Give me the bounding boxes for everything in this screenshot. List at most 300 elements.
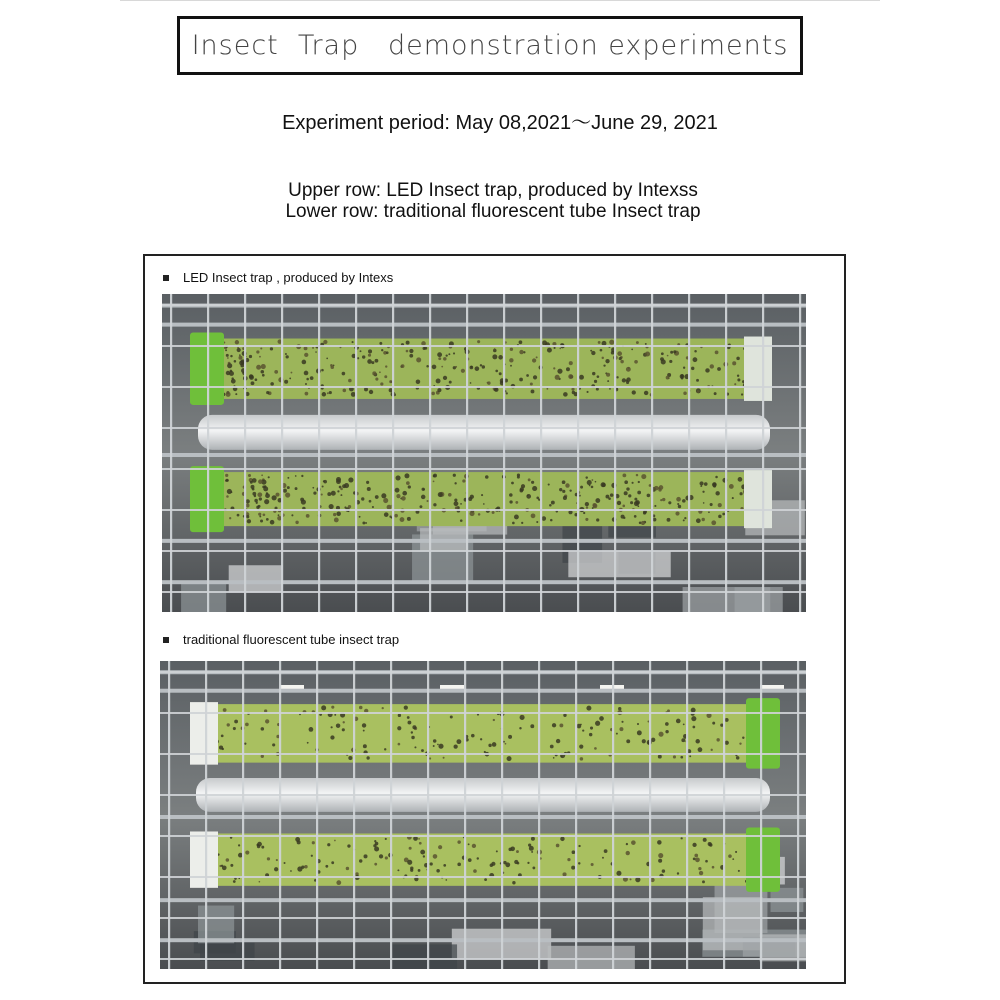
trapped-insect xyxy=(361,497,364,500)
trapped-insect xyxy=(519,350,523,354)
trapped-insect xyxy=(334,714,336,716)
trapped-insect xyxy=(446,354,448,356)
trapped-insect xyxy=(714,392,717,395)
trapped-insect xyxy=(628,494,631,497)
trapped-insect xyxy=(572,391,575,394)
trapped-insect xyxy=(256,844,259,847)
trapped-insect xyxy=(742,737,744,739)
trapped-insect xyxy=(221,865,223,867)
trapped-insect xyxy=(715,476,718,479)
trapped-insect xyxy=(592,372,595,375)
trapped-insect xyxy=(297,840,301,844)
trapped-insect xyxy=(483,503,485,505)
trapped-insect xyxy=(307,742,309,744)
trapped-insect xyxy=(678,505,681,508)
trapped-insect xyxy=(331,861,334,864)
trapped-insect xyxy=(586,391,588,393)
trapped-insect xyxy=(631,349,633,351)
trapped-insect xyxy=(450,715,453,718)
trapped-insect xyxy=(284,380,288,384)
trapped-insect xyxy=(691,716,696,721)
trapped-insect xyxy=(609,340,614,345)
trapped-insect xyxy=(286,355,289,358)
trapped-insect xyxy=(555,375,560,380)
trapped-insect xyxy=(661,352,664,355)
trapped-insect xyxy=(340,494,342,496)
trapped-insect xyxy=(603,364,605,366)
trapped-insect xyxy=(567,858,570,861)
cage-wire xyxy=(614,294,616,612)
trapped-insect xyxy=(702,518,705,521)
trapped-insect xyxy=(227,489,232,494)
trapped-insect xyxy=(527,862,529,864)
trapped-insect xyxy=(658,859,662,863)
trapped-insect xyxy=(387,505,392,510)
trapped-insect xyxy=(234,720,238,724)
trapped-insect xyxy=(681,837,683,839)
cage-wire xyxy=(390,661,392,969)
trapped-insect xyxy=(337,490,339,492)
trapped-insect xyxy=(433,474,437,478)
trapped-insect xyxy=(411,731,413,733)
trapped-insect xyxy=(438,492,443,497)
trapped-insect xyxy=(291,372,293,374)
trapped-insect xyxy=(675,511,679,515)
trapped-insect xyxy=(589,733,592,736)
cage-rail xyxy=(160,815,806,819)
trapped-insect xyxy=(291,514,293,516)
trapped-insect xyxy=(426,365,429,368)
trapped-insect xyxy=(560,837,564,841)
trapped-insect xyxy=(374,863,377,866)
trapped-insect xyxy=(407,721,411,725)
trapped-insect xyxy=(496,850,498,852)
trapped-insect xyxy=(266,391,269,394)
cage-wire xyxy=(205,661,207,969)
trapped-insect xyxy=(738,477,743,482)
cage-wire xyxy=(577,294,579,612)
trapped-insect xyxy=(362,522,365,525)
trapped-insect xyxy=(244,743,246,745)
trapped-insect xyxy=(321,369,324,372)
trapped-insect xyxy=(572,850,576,854)
glue-board xyxy=(202,339,766,399)
trapped-insect xyxy=(321,705,326,710)
trapped-insect xyxy=(683,392,687,396)
trapped-insect xyxy=(616,871,621,876)
trapped-insect xyxy=(488,744,491,747)
trapped-insect xyxy=(374,846,379,851)
trapped-insect xyxy=(456,739,461,744)
trapped-insect xyxy=(617,501,621,505)
trapped-insect xyxy=(226,495,229,498)
fluorescent-trap-photo xyxy=(160,661,806,969)
trapped-insect xyxy=(637,723,639,725)
trapped-insect xyxy=(412,725,416,729)
trapped-insect xyxy=(590,350,592,352)
trapped-insect xyxy=(691,367,694,370)
trapped-insect xyxy=(715,350,719,354)
trapped-insect xyxy=(644,391,648,395)
fluorescent-trap-caption xyxy=(163,632,399,647)
trapped-insect xyxy=(402,491,407,496)
trapped-insect xyxy=(698,747,703,752)
cage-wire xyxy=(762,294,764,612)
trapped-insect xyxy=(602,857,604,859)
trapped-insect xyxy=(407,860,412,865)
trapped-insect xyxy=(665,730,668,733)
cage-wire xyxy=(651,294,653,612)
trapped-insect xyxy=(556,739,560,743)
trapped-insect xyxy=(703,502,705,504)
trapped-insect xyxy=(468,858,472,862)
trapped-insect xyxy=(606,373,610,377)
trapped-insect xyxy=(550,519,553,522)
trapped-insect xyxy=(331,491,336,496)
trapped-insect xyxy=(712,722,715,725)
trapped-insect xyxy=(722,513,725,516)
background-object xyxy=(392,944,457,969)
cage-wire xyxy=(279,661,281,969)
trapped-insect xyxy=(367,359,372,364)
trapped-insect xyxy=(430,862,433,865)
cage-wire xyxy=(162,591,806,593)
trapped-insect xyxy=(583,512,585,514)
trapped-insect xyxy=(222,748,224,750)
trapped-insect xyxy=(681,377,684,380)
trapped-insect xyxy=(359,859,362,862)
trapped-insect xyxy=(596,388,599,391)
trapped-insect xyxy=(260,347,262,349)
cage-wire xyxy=(160,958,806,960)
trapped-insect xyxy=(396,494,400,498)
trapped-insect xyxy=(621,721,623,723)
trapped-insect xyxy=(526,494,531,499)
trapped-insect xyxy=(705,860,708,863)
trapped-insect xyxy=(339,486,342,489)
trapped-insect xyxy=(237,514,240,517)
trapped-insect xyxy=(421,749,424,752)
trapped-insect xyxy=(252,488,255,491)
trapped-insect xyxy=(595,498,600,503)
trapped-insect xyxy=(626,739,630,743)
trapped-insect xyxy=(258,505,261,508)
cage-wire xyxy=(427,661,429,969)
trapped-insect xyxy=(343,721,345,723)
trapped-insect xyxy=(634,515,637,518)
trapped-insect xyxy=(702,880,705,883)
trapped-insect xyxy=(346,867,349,870)
trapped-insect xyxy=(519,340,523,344)
cage-wire xyxy=(160,712,806,714)
trapped-insect xyxy=(480,364,482,366)
trapped-insect xyxy=(553,367,555,369)
trapped-insect xyxy=(470,382,472,384)
trapped-insect xyxy=(622,378,626,382)
trapped-insect xyxy=(507,756,512,761)
trapped-insect xyxy=(270,520,275,525)
trapped-insect xyxy=(287,477,289,479)
trapped-insect xyxy=(739,742,741,744)
trapped-insect xyxy=(470,495,474,499)
experiment-period: Experiment period: May 08,2021〜June 29, 2021 xyxy=(282,112,718,134)
trapped-insect xyxy=(351,392,356,397)
trapped-insect xyxy=(718,515,722,519)
trapped-insect xyxy=(478,513,481,516)
trapped-insect xyxy=(658,755,662,759)
trapped-insect xyxy=(454,482,456,484)
trapped-insect xyxy=(577,724,582,729)
trapped-insect xyxy=(261,727,265,731)
trapped-insect xyxy=(360,350,362,352)
trapped-insect xyxy=(306,514,310,518)
trapped-insect xyxy=(369,390,373,394)
trapped-insect xyxy=(304,865,307,868)
trapped-insect xyxy=(256,502,258,504)
trapped-insect xyxy=(379,342,382,345)
trapped-insect xyxy=(380,382,383,385)
trapped-insect xyxy=(582,729,584,731)
trapped-insect xyxy=(429,757,431,759)
trapped-insect xyxy=(369,500,372,503)
trapped-insect xyxy=(295,475,297,477)
trapped-insect xyxy=(579,375,584,380)
trapped-insect xyxy=(385,838,387,840)
trapped-insect xyxy=(254,499,258,503)
trapped-insect xyxy=(227,723,230,726)
trapped-insect xyxy=(716,738,719,741)
trapped-insect xyxy=(499,372,502,375)
trapped-insect xyxy=(571,866,575,870)
trapped-insect xyxy=(276,859,278,861)
trapped-insect xyxy=(226,354,229,357)
trapped-insect xyxy=(235,340,239,344)
trapped-insect xyxy=(249,374,253,378)
cage-rail xyxy=(160,938,806,942)
trapped-insect xyxy=(619,727,623,731)
trapped-insect xyxy=(517,476,520,479)
trapped-insect xyxy=(441,366,443,368)
trapped-insect xyxy=(416,357,421,362)
trapped-insect xyxy=(342,372,346,376)
trapped-insect xyxy=(310,376,314,380)
trapped-insect xyxy=(512,522,515,525)
trapped-insect xyxy=(409,349,413,353)
trapped-insect xyxy=(509,358,513,362)
trapped-insect xyxy=(315,351,317,353)
trapped-insect xyxy=(223,708,227,712)
trapped-insect xyxy=(443,864,446,867)
trapped-insect xyxy=(595,721,600,726)
trapped-insect xyxy=(498,355,503,360)
trapped-insect xyxy=(616,376,618,378)
trapped-insect xyxy=(252,478,257,483)
trapped-insect xyxy=(406,341,410,345)
trapped-insect xyxy=(348,756,352,760)
trapped-insect xyxy=(683,367,685,369)
light-tube xyxy=(198,415,770,450)
trapped-insect xyxy=(662,498,665,501)
trapped-insect xyxy=(586,706,591,711)
cage-wire xyxy=(162,386,806,388)
trapped-insect xyxy=(689,755,691,757)
trapped-insect xyxy=(266,518,269,521)
trapped-insect xyxy=(433,503,436,506)
trapped-insect xyxy=(622,505,625,508)
cage-wire xyxy=(318,294,320,612)
trapped-insect xyxy=(375,842,379,846)
trapped-insect xyxy=(460,503,462,505)
trapped-insect xyxy=(682,499,686,503)
trapped-insect xyxy=(290,870,292,872)
trapped-insect xyxy=(258,479,263,484)
trapped-insect xyxy=(536,521,538,523)
trapped-insect xyxy=(530,724,534,728)
upper-row-description: Upper row: LED Insect trap, produced by Intexss xyxy=(288,180,698,201)
trapped-insect xyxy=(333,513,336,516)
trapped-insect xyxy=(411,736,414,739)
trapped-insect xyxy=(484,878,487,881)
trapped-insect xyxy=(455,366,457,368)
trapped-insect xyxy=(259,356,261,358)
trapped-insect xyxy=(383,498,388,503)
trapped-insect xyxy=(443,376,447,380)
trapped-insect xyxy=(696,379,699,382)
cage-wire xyxy=(162,468,806,470)
trapped-insect xyxy=(533,375,537,379)
trapped-insect xyxy=(636,474,638,476)
cage-rail xyxy=(162,580,806,584)
trapped-insect xyxy=(536,356,538,358)
trapped-insect xyxy=(532,867,535,870)
trapped-insect xyxy=(344,506,346,508)
cage-wire xyxy=(160,876,806,878)
trapped-insect xyxy=(694,350,697,353)
trapped-insect xyxy=(710,364,714,368)
cage-wire xyxy=(501,661,503,969)
trapped-insect xyxy=(238,844,240,846)
trapped-insect xyxy=(359,706,363,710)
trapped-insect xyxy=(658,487,660,489)
trapped-insect xyxy=(438,357,441,360)
trapped-insect xyxy=(235,393,237,395)
background-object xyxy=(683,587,783,612)
trapped-insect xyxy=(598,341,601,344)
trapped-insect xyxy=(669,360,672,363)
trapped-insect xyxy=(711,749,713,751)
trapped-insect xyxy=(313,491,316,494)
end-cap xyxy=(746,827,780,891)
trapped-insect xyxy=(384,375,387,378)
trapped-insect xyxy=(725,718,729,722)
trapped-insect xyxy=(510,348,513,351)
trapped-insect xyxy=(631,840,636,845)
trapped-insect xyxy=(246,515,249,518)
end-bracket xyxy=(190,831,218,887)
trapped-insect xyxy=(658,853,663,858)
trapped-insect xyxy=(259,515,261,517)
trapped-insect xyxy=(400,517,405,522)
trapped-insect xyxy=(265,493,270,498)
trapped-insect xyxy=(226,858,230,862)
trapped-insect xyxy=(710,503,713,506)
trapped-insect xyxy=(511,482,514,485)
trapped-insect xyxy=(461,369,465,373)
glue-board xyxy=(202,472,766,526)
trapped-insect xyxy=(274,867,278,871)
trapped-insect xyxy=(553,757,555,759)
trapped-insect xyxy=(623,517,625,519)
trapped-insect xyxy=(514,515,519,520)
trapped-insect xyxy=(381,349,383,351)
trapped-insect xyxy=(460,519,463,522)
trapped-insect xyxy=(301,475,303,477)
trapped-insect xyxy=(566,367,570,371)
trapped-insect xyxy=(433,480,435,482)
trapped-insect xyxy=(462,479,465,482)
trapped-insect xyxy=(432,365,437,370)
trapped-insect xyxy=(477,340,480,343)
trapped-insect xyxy=(408,485,411,488)
trapped-insect xyxy=(580,757,584,761)
cage-wire xyxy=(649,661,651,969)
trapped-insect xyxy=(312,841,315,844)
trapped-insect xyxy=(472,844,476,848)
trapped-insect xyxy=(626,487,629,490)
cage-wire xyxy=(160,917,806,919)
trapped-insect xyxy=(438,845,442,849)
trapped-insect xyxy=(287,486,290,489)
trapped-insect xyxy=(519,378,523,382)
trapped-insect xyxy=(475,366,480,371)
trapped-insect xyxy=(620,360,623,363)
trapped-insect xyxy=(692,726,695,729)
trapped-insect xyxy=(616,733,618,735)
trapped-insect xyxy=(600,349,603,352)
trapped-insect xyxy=(322,485,324,487)
trapped-insect xyxy=(698,867,701,870)
trapped-insect xyxy=(256,350,259,353)
trapped-insect xyxy=(624,491,628,495)
trapped-insect xyxy=(379,854,383,858)
trapped-insect xyxy=(654,505,656,507)
cage-wire xyxy=(207,294,209,612)
trapped-insect xyxy=(645,351,650,356)
trapped-insect xyxy=(448,353,450,355)
trapped-insect xyxy=(443,357,446,360)
trapped-insect xyxy=(532,486,537,491)
trapped-insect xyxy=(336,880,341,885)
trapped-insect xyxy=(684,517,686,519)
trapped-insect xyxy=(389,380,392,383)
trapped-insect xyxy=(712,866,715,869)
trapped-insect xyxy=(736,756,739,759)
title-box xyxy=(177,16,803,75)
trapped-insect xyxy=(713,485,716,488)
trapped-insect xyxy=(295,487,298,490)
trapped-insect xyxy=(321,493,323,495)
cage-wire xyxy=(355,294,357,612)
trapped-insect xyxy=(725,741,729,745)
trapped-insect xyxy=(585,476,587,478)
trapped-insect xyxy=(559,723,563,727)
trapped-insect xyxy=(305,383,307,385)
trapped-insect xyxy=(530,382,533,385)
trapped-insect xyxy=(263,486,268,491)
trapped-insect xyxy=(261,364,266,369)
trapped-insect xyxy=(329,504,334,509)
trapped-insect xyxy=(508,735,512,739)
